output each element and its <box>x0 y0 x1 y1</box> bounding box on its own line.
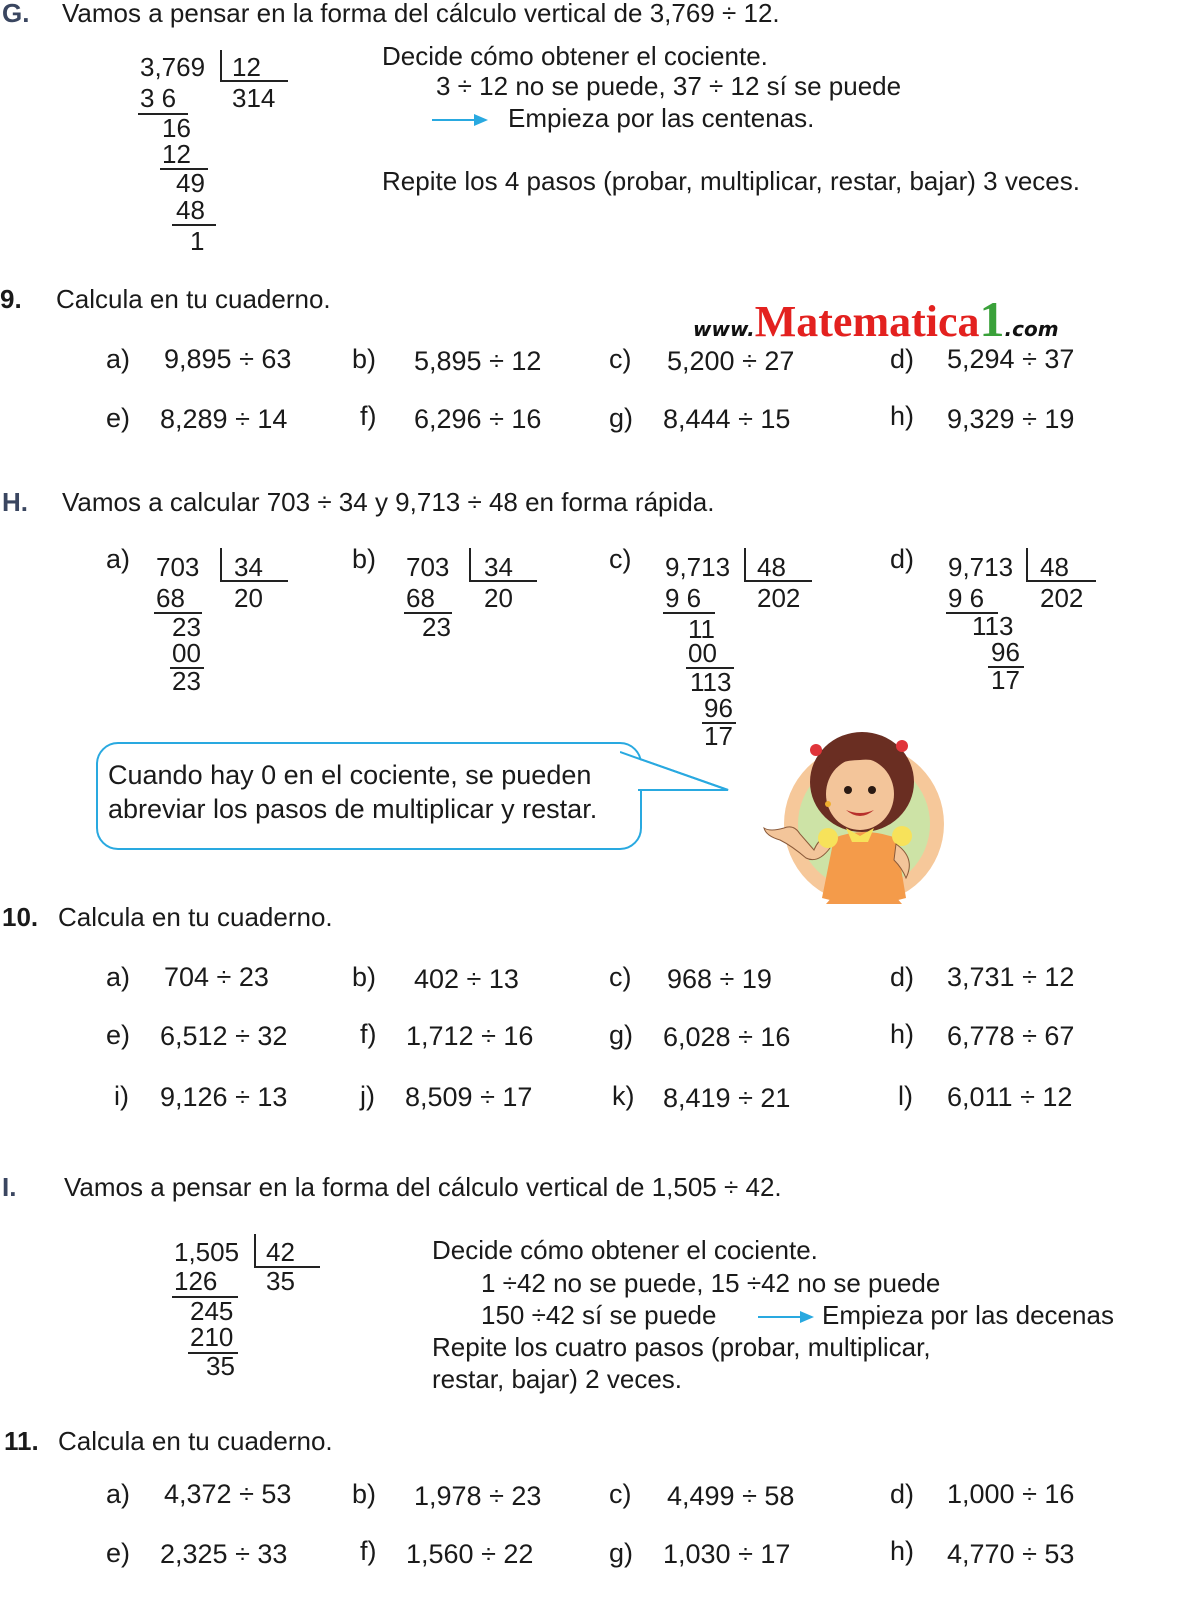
item-label: b) <box>352 544 377 574</box>
section-letter: I. <box>2 1172 17 1202</box>
item-expression: 6,778 ÷ 67 <box>947 1021 1075 1051</box>
item-label: g) <box>609 403 634 433</box>
item-expression: 8,289 ÷ 14 <box>160 404 288 434</box>
step: 96 <box>704 693 733 723</box>
section-letter: G. <box>2 0 30 28</box>
item-expression: 4,770 ÷ 53 <box>947 1539 1075 1569</box>
step: 113 <box>972 611 1014 641</box>
step: 11 <box>688 614 715 644</box>
dividend: 9,713 <box>948 552 1014 582</box>
quotient: 202 <box>757 583 801 613</box>
item-label: c) <box>609 544 632 574</box>
explanation-line: restar, bajar) 2 veces. <box>432 1364 682 1394</box>
step: 96 <box>991 637 1020 667</box>
item-label: c) <box>609 1479 632 1509</box>
step: 23 <box>422 612 451 642</box>
step: 17 <box>991 665 1020 695</box>
item-expression: 8,509 ÷ 17 <box>405 1082 533 1112</box>
step: 16 <box>162 113 191 143</box>
girl-illustration <box>756 728 952 906</box>
bubble-line: abreviar los pasos de multiplicar y restar. <box>108 794 598 824</box>
dividend: 703 <box>406 552 450 582</box>
item-label: f) <box>360 401 377 431</box>
item-label: a) <box>106 544 131 574</box>
step: 1 <box>190 226 205 256</box>
divisor: 48 <box>757 552 786 582</box>
bubble-line: Cuando hay 0 en el cociente, se pueden <box>108 760 592 790</box>
dividend: 703 <box>156 552 200 582</box>
item-expression: 9,329 ÷ 19 <box>947 404 1075 434</box>
item-expression: 402 ÷ 13 <box>414 964 519 994</box>
step: 68 <box>156 583 185 613</box>
exercise-number: 11. <box>4 1426 39 1456</box>
step: 00 <box>688 638 717 668</box>
item-expression: 2,325 ÷ 33 <box>160 1539 288 1569</box>
item-label: a) <box>106 344 131 374</box>
item-expression: 5,294 ÷ 37 <box>947 344 1075 374</box>
explanation-line: Repite los cuatro pasos (probar, multiplicar, <box>432 1332 931 1362</box>
item-expression: 6,296 ÷ 16 <box>414 404 542 434</box>
item-expression: 6,011 ÷ 12 <box>947 1082 1073 1112</box>
item-label: e) <box>106 1020 131 1050</box>
item-label: l) <box>898 1081 913 1111</box>
item-label: f) <box>360 1536 377 1566</box>
item-expression: 8,419 ÷ 21 <box>663 1083 791 1113</box>
item-label: e) <box>106 403 131 433</box>
explanation-line: Decide cómo obtener el cociente. <box>382 41 768 71</box>
divisor: 34 <box>484 552 513 582</box>
step: 17 <box>704 721 733 751</box>
item-expression: 1,978 ÷ 23 <box>414 1481 542 1511</box>
step: 35 <box>206 1351 235 1381</box>
quotient: 20 <box>484 583 513 613</box>
item-expression: 3,731 ÷ 12 <box>947 962 1075 992</box>
logo-name: Matematica <box>754 297 980 346</box>
logo-one: 1 <box>979 291 1005 347</box>
section-title: Vamos a pensar en la forma del cálculo vertical de 3,769 ÷ 12. <box>62 0 780 28</box>
step: 48 <box>176 195 205 225</box>
item-expression: 968 ÷ 19 <box>667 964 772 994</box>
item-expression: 704 ÷ 23 <box>164 962 269 992</box>
arrow-right-icon <box>758 1309 818 1325</box>
divisor: 42 <box>266 1237 295 1267</box>
step: 245 <box>190 1296 234 1326</box>
item-label: h) <box>890 401 915 431</box>
quotient: 35 <box>266 1266 295 1296</box>
item-expression: 5,895 ÷ 12 <box>414 346 542 376</box>
exercise-title: Calcula en tu cuaderno. <box>58 1426 333 1456</box>
item-expression: 8,444 ÷ 15 <box>663 404 791 434</box>
logo-www: www. <box>693 317 755 341</box>
explanation-line: 150 ÷42 sí se puede <box>481 1300 717 1330</box>
explanation-line: Repite los 4 pasos (probar, multiplicar, restar, bajar) 3 veces. <box>382 166 1080 196</box>
explanation-line: 1 ÷42 no se puede, 15 ÷42 no se puede <box>481 1268 941 1298</box>
dividend: 9,713 <box>665 552 731 582</box>
quotient: 20 <box>234 583 263 613</box>
quotient: 314 <box>232 83 276 113</box>
item-expression: 1,000 ÷ 16 <box>947 1479 1075 1509</box>
section-title: Vamos a pensar en la forma del cálculo vertical de 1,505 ÷ 42. <box>64 1172 782 1202</box>
arrow-right-icon <box>432 112 492 128</box>
item-label: k) <box>612 1081 635 1111</box>
item-label: h) <box>890 1019 915 1049</box>
item-expression: 9,895 ÷ 63 <box>164 344 292 374</box>
exercise-number: 9. <box>0 284 22 314</box>
speech-bubble <box>96 742 642 850</box>
item-label: e) <box>106 1538 131 1568</box>
exercise-title: Calcula en tu cuaderno. <box>56 284 331 314</box>
item-label: b) <box>352 1479 377 1509</box>
item-label: a) <box>106 1479 131 1509</box>
explanation-line: 3 ÷ 12 no se puede, 37 ÷ 12 sí se puede <box>436 71 902 101</box>
item-label: i) <box>114 1081 129 1111</box>
item-label: g) <box>609 1020 634 1050</box>
item-label: d) <box>890 344 915 374</box>
item-label: d) <box>890 1479 915 1509</box>
dividend: 3,769 <box>140 52 206 82</box>
item-expression: 4,499 ÷ 58 <box>667 1481 795 1511</box>
quotient: 202 <box>1040 583 1084 613</box>
explanation-line: Empieza por las centenas. <box>508 103 815 133</box>
item-expression: 1,560 ÷ 22 <box>406 1539 534 1569</box>
item-label: c) <box>609 344 632 374</box>
exercise-number: 10. <box>2 902 39 932</box>
step: 9 6 <box>948 583 985 613</box>
step: 49 <box>176 168 205 198</box>
divisor: 12 <box>232 52 261 82</box>
step: 12 <box>162 139 191 169</box>
matematica1-logo <box>693 290 1059 348</box>
divisor: 48 <box>1040 552 1069 582</box>
item-label: j) <box>360 1081 375 1111</box>
step: 3 6 <box>140 83 177 113</box>
step: 23 <box>172 666 201 696</box>
logo-com: .com <box>1004 317 1059 341</box>
step: 9 6 <box>665 583 702 613</box>
item-label: a) <box>106 962 131 992</box>
item-label: d) <box>890 962 915 992</box>
section-letter: H. <box>2 487 28 517</box>
step: 210 <box>190 1322 234 1352</box>
explanation-line: Decide cómo obtener el cociente. <box>432 1235 818 1265</box>
item-expression: 5,200 ÷ 27 <box>667 346 795 376</box>
item-label: d) <box>890 544 915 574</box>
step: 23 <box>172 612 201 642</box>
item-label: f) <box>360 1019 377 1049</box>
item-label: b) <box>352 344 377 374</box>
item-label: c) <box>609 962 632 992</box>
section-title: Vamos a calcular 703 ÷ 34 y 9,713 ÷ 48 en forma rápida. <box>62 487 715 517</box>
item-label: g) <box>609 1538 634 1568</box>
step: 126 <box>174 1266 218 1296</box>
exercise-title: Calcula en tu cuaderno. <box>58 902 333 932</box>
item-expression: 1,712 ÷ 16 <box>406 1021 534 1051</box>
explanation-line: Empieza por las decenas <box>822 1300 1114 1330</box>
item-label: b) <box>352 962 377 992</box>
item-expression: 4,372 ÷ 53 <box>164 1479 292 1509</box>
item-label: h) <box>890 1536 915 1566</box>
item-expression: 6,512 ÷ 32 <box>160 1021 288 1051</box>
item-expression: 9,126 ÷ 13 <box>160 1082 288 1112</box>
step: 113 <box>690 667 732 697</box>
item-expression: 1,030 ÷ 17 <box>663 1539 791 1569</box>
dividend: 1,505 <box>174 1237 240 1267</box>
step: 68 <box>406 583 435 613</box>
divisor: 34 <box>234 552 263 582</box>
item-expression: 6,028 ÷ 16 <box>663 1022 791 1052</box>
bubble-tail-overlay <box>620 750 732 800</box>
step: 00 <box>172 638 201 668</box>
